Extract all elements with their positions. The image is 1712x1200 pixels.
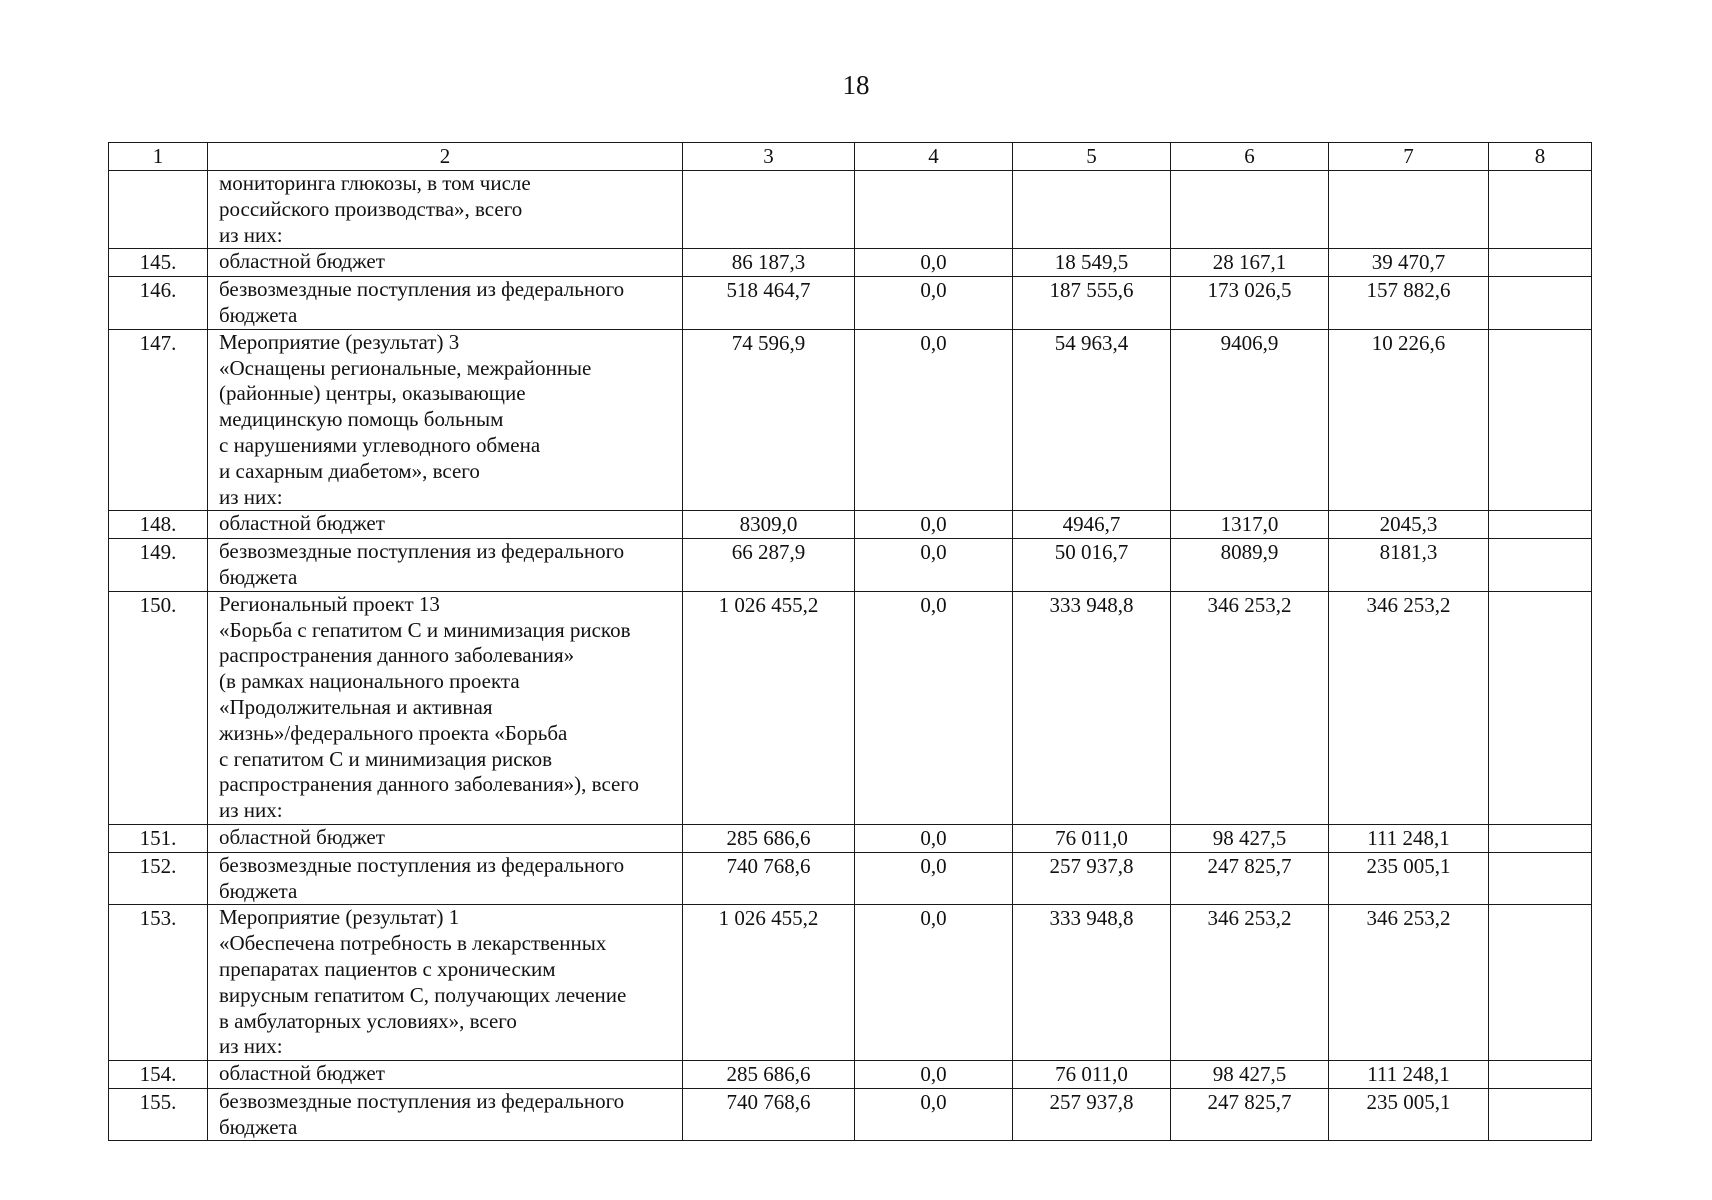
value-cell-col-5: 76 011,0 (1013, 824, 1171, 852)
description-line: препаратах пациентов с хроническим (219, 956, 556, 981)
description-line: бюджета (219, 878, 298, 903)
value-cell-col-7 (1329, 171, 1489, 249)
description-line: «Продолжительная и активная (219, 694, 493, 719)
table-row (109, 539, 1592, 592)
description-line: безвозмездные поступления из федерального (219, 539, 625, 564)
row-number: 154. (109, 1061, 208, 1089)
value-cell-col-6 (1171, 171, 1329, 249)
value-cell-col-6: 28 167,1 (1171, 249, 1329, 277)
description-line: из них: (219, 798, 283, 823)
description-line: «Обеспечена потребность в лекарственных (219, 931, 607, 956)
description-line: российского производства», всего (219, 196, 523, 221)
value-cell-col-4: 0,0 (855, 539, 1013, 592)
value-cell-col-6: 9406,9 (1171, 329, 1329, 511)
value-cell-col-3: 66 287,9 (683, 539, 855, 592)
value-cell-col-6: 98 427,5 (1171, 824, 1329, 852)
column-header: 5 (1013, 143, 1171, 171)
value-cell-col-8 (1489, 905, 1592, 1061)
description-line: безвозмездные поступления из федерального (219, 1088, 625, 1113)
value-cell-col-4: 0,0 (855, 277, 1013, 330)
table-row (109, 277, 1592, 330)
description-line: мониторинга глюкозы, в том числе (219, 171, 531, 195)
value-cell-col-8 (1489, 1088, 1592, 1141)
description-line: бюджета (219, 564, 298, 589)
description-line: бюджета (219, 1114, 298, 1139)
table-row (109, 1061, 1592, 1089)
row-number: 146. (109, 277, 208, 330)
description-line: с нарушениями углеводного обмена (219, 432, 541, 457)
row-number: 152. (109, 852, 208, 905)
value-cell-col-3: 740 768,6 (683, 852, 855, 905)
value-cell-col-8 (1489, 329, 1592, 511)
value-cell-col-6: 346 253,2 (1171, 905, 1329, 1061)
value-cell-col-8 (1489, 591, 1592, 824)
value-cell-col-7: 111 248,1 (1329, 1061, 1489, 1089)
value-cell-col-5: 333 948,8 (1013, 905, 1171, 1061)
column-header: 6 (1171, 143, 1329, 171)
value-cell-col-8 (1489, 824, 1592, 852)
value-cell-col-3: 1 026 455,2 (683, 905, 855, 1061)
row-number: 148. (109, 511, 208, 539)
value-cell-col-6: 346 253,2 (1171, 591, 1329, 824)
value-cell-col-3: 8309,0 (683, 511, 855, 539)
row-description (208, 852, 683, 905)
value-cell-col-8 (1489, 1061, 1592, 1089)
value-cell-col-7: 111 248,1 (1329, 824, 1489, 852)
description-line: Мероприятие (результат) 1 (219, 905, 460, 930)
column-header: 8 (1489, 143, 1592, 171)
value-cell-col-8 (1489, 539, 1592, 592)
description-line: безвозмездные поступления из федерального (219, 852, 625, 877)
page-number: 18 (842, 70, 870, 100)
value-cell-col-5: 187 555,6 (1013, 277, 1171, 330)
value-cell-col-5: 333 948,8 (1013, 591, 1171, 824)
description-line: из них: (219, 222, 283, 247)
description-line: (районные) центры, оказывающие (219, 381, 526, 406)
value-cell-col-3: 740 768,6 (683, 1088, 855, 1141)
table-row (109, 249, 1592, 277)
description-line: бюджета (219, 302, 298, 327)
value-cell-col-7: 8181,3 (1329, 539, 1489, 592)
row-description (208, 511, 683, 539)
description-line: «Оснащены региональные, межрайонные (219, 355, 592, 380)
value-cell-col-7: 10 226,6 (1329, 329, 1489, 511)
value-cell-col-4: 0,0 (855, 329, 1013, 511)
description-line: вирусным гепатитом С, получающих лечение (219, 982, 627, 1007)
value-cell-col-5: 4946,7 (1013, 511, 1171, 539)
budget-table (108, 142, 1592, 1141)
row-number: 153. (109, 905, 208, 1061)
value-cell-col-3: 285 686,6 (683, 824, 855, 852)
value-cell-col-7: 157 882,6 (1329, 277, 1489, 330)
table-row (109, 171, 1592, 249)
row-description (208, 824, 683, 852)
table-body (109, 171, 1592, 1141)
column-header: 1 (109, 143, 208, 171)
value-cell-col-3: 518 464,7 (683, 277, 855, 330)
value-cell-col-4: 0,0 (855, 249, 1013, 277)
value-cell-col-4 (855, 171, 1013, 249)
value-cell-col-7: 346 253,2 (1329, 905, 1489, 1061)
row-description (208, 249, 683, 277)
description-line: распространения данного заболевания»), всего (219, 772, 639, 797)
description-line: с гепатитом С и минимизация рисков (219, 746, 553, 771)
value-cell-col-4: 0,0 (855, 824, 1013, 852)
row-description (208, 277, 683, 330)
value-cell-col-6: 8089,9 (1171, 539, 1329, 592)
value-cell-col-3: 86 187,3 (683, 249, 855, 277)
row-description (208, 539, 683, 592)
value-cell-col-3: 74 596,9 (683, 329, 855, 511)
value-cell-col-5: 50 016,7 (1013, 539, 1171, 592)
value-cell-col-5: 18 549,5 (1013, 249, 1171, 277)
value-cell-col-4: 0,0 (855, 852, 1013, 905)
row-description (208, 905, 683, 1061)
value-cell-col-4: 0,0 (855, 1088, 1013, 1141)
row-number (109, 171, 208, 249)
description-line: областной бюджет (219, 511, 385, 536)
row-description (208, 591, 683, 824)
description-line: в амбулаторных условиях», всего (219, 1008, 517, 1033)
description-line: Мероприятие (результат) 3 (219, 329, 460, 354)
value-cell-col-6: 247 825,7 (1171, 1088, 1329, 1141)
description-line: жизнь»/федерального проекта «Борьба (219, 720, 568, 745)
description-line: из них: (219, 1034, 283, 1059)
value-cell-col-6: 173 026,5 (1171, 277, 1329, 330)
table-row (109, 905, 1592, 1061)
value-cell-col-7: 2045,3 (1329, 511, 1489, 539)
description-line: Региональный проект 13 (219, 591, 440, 616)
description-line: областной бюджет (219, 249, 385, 274)
row-number: 149. (109, 539, 208, 592)
value-cell-col-7: 235 005,1 (1329, 852, 1489, 905)
value-cell-col-4: 0,0 (855, 905, 1013, 1061)
value-cell-col-8 (1489, 277, 1592, 330)
value-cell-col-3: 285 686,6 (683, 1061, 855, 1089)
value-cell-col-5: 257 937,8 (1013, 852, 1171, 905)
table-row (109, 824, 1592, 852)
description-line: «Борьба с гепатитом С и минимизация рисков (219, 617, 631, 642)
value-cell-col-3 (683, 171, 855, 249)
value-cell-col-4: 0,0 (855, 1061, 1013, 1089)
row-number: 155. (109, 1088, 208, 1141)
row-number: 151. (109, 824, 208, 852)
value-cell-col-5: 76 011,0 (1013, 1061, 1171, 1089)
header-row (109, 143, 1592, 171)
column-header: 7 (1329, 143, 1489, 171)
column-header: 4 (855, 143, 1013, 171)
value-cell-col-5 (1013, 171, 1171, 249)
value-cell-col-5: 54 963,4 (1013, 329, 1171, 511)
description-line: областной бюджет (219, 824, 385, 849)
value-cell-col-8 (1489, 511, 1592, 539)
row-description (208, 1061, 683, 1089)
column-header: 2 (208, 143, 683, 171)
description-line: безвозмездные поступления из федерального (219, 277, 625, 302)
row-description (208, 171, 683, 249)
row-number: 150. (109, 591, 208, 824)
value-cell-col-8 (1489, 171, 1592, 249)
description-line: областной бюджет (219, 1061, 385, 1086)
row-description (208, 1088, 683, 1141)
description-line: медицинскую помощь больным (219, 407, 504, 432)
description-line: распространения данного заболевания» (219, 643, 575, 668)
value-cell-col-7: 39 470,7 (1329, 249, 1489, 277)
row-number: 147. (109, 329, 208, 511)
description-line: (в рамках национального проекта (219, 669, 520, 694)
value-cell-col-3: 1 026 455,2 (683, 591, 855, 824)
table-row (109, 852, 1592, 905)
row-description (208, 329, 683, 511)
value-cell-col-6: 98 427,5 (1171, 1061, 1329, 1089)
description-line: и сахарным диабетом», всего (219, 458, 480, 483)
column-header: 3 (683, 143, 855, 171)
value-cell-col-4: 0,0 (855, 591, 1013, 824)
table-row (109, 591, 1592, 824)
value-cell-col-5: 257 937,8 (1013, 1088, 1171, 1141)
table-row (109, 329, 1592, 511)
value-cell-col-8 (1489, 249, 1592, 277)
value-cell-col-8 (1489, 852, 1592, 905)
value-cell-col-7: 346 253,2 (1329, 591, 1489, 824)
row-number: 145. (109, 249, 208, 277)
value-cell-col-7: 235 005,1 (1329, 1088, 1489, 1141)
value-cell-col-4: 0,0 (855, 511, 1013, 539)
description-line: из них: (219, 484, 283, 509)
value-cell-col-6: 247 825,7 (1171, 852, 1329, 905)
table-row (109, 511, 1592, 539)
table-row (109, 1088, 1592, 1141)
value-cell-col-6: 1317,0 (1171, 511, 1329, 539)
